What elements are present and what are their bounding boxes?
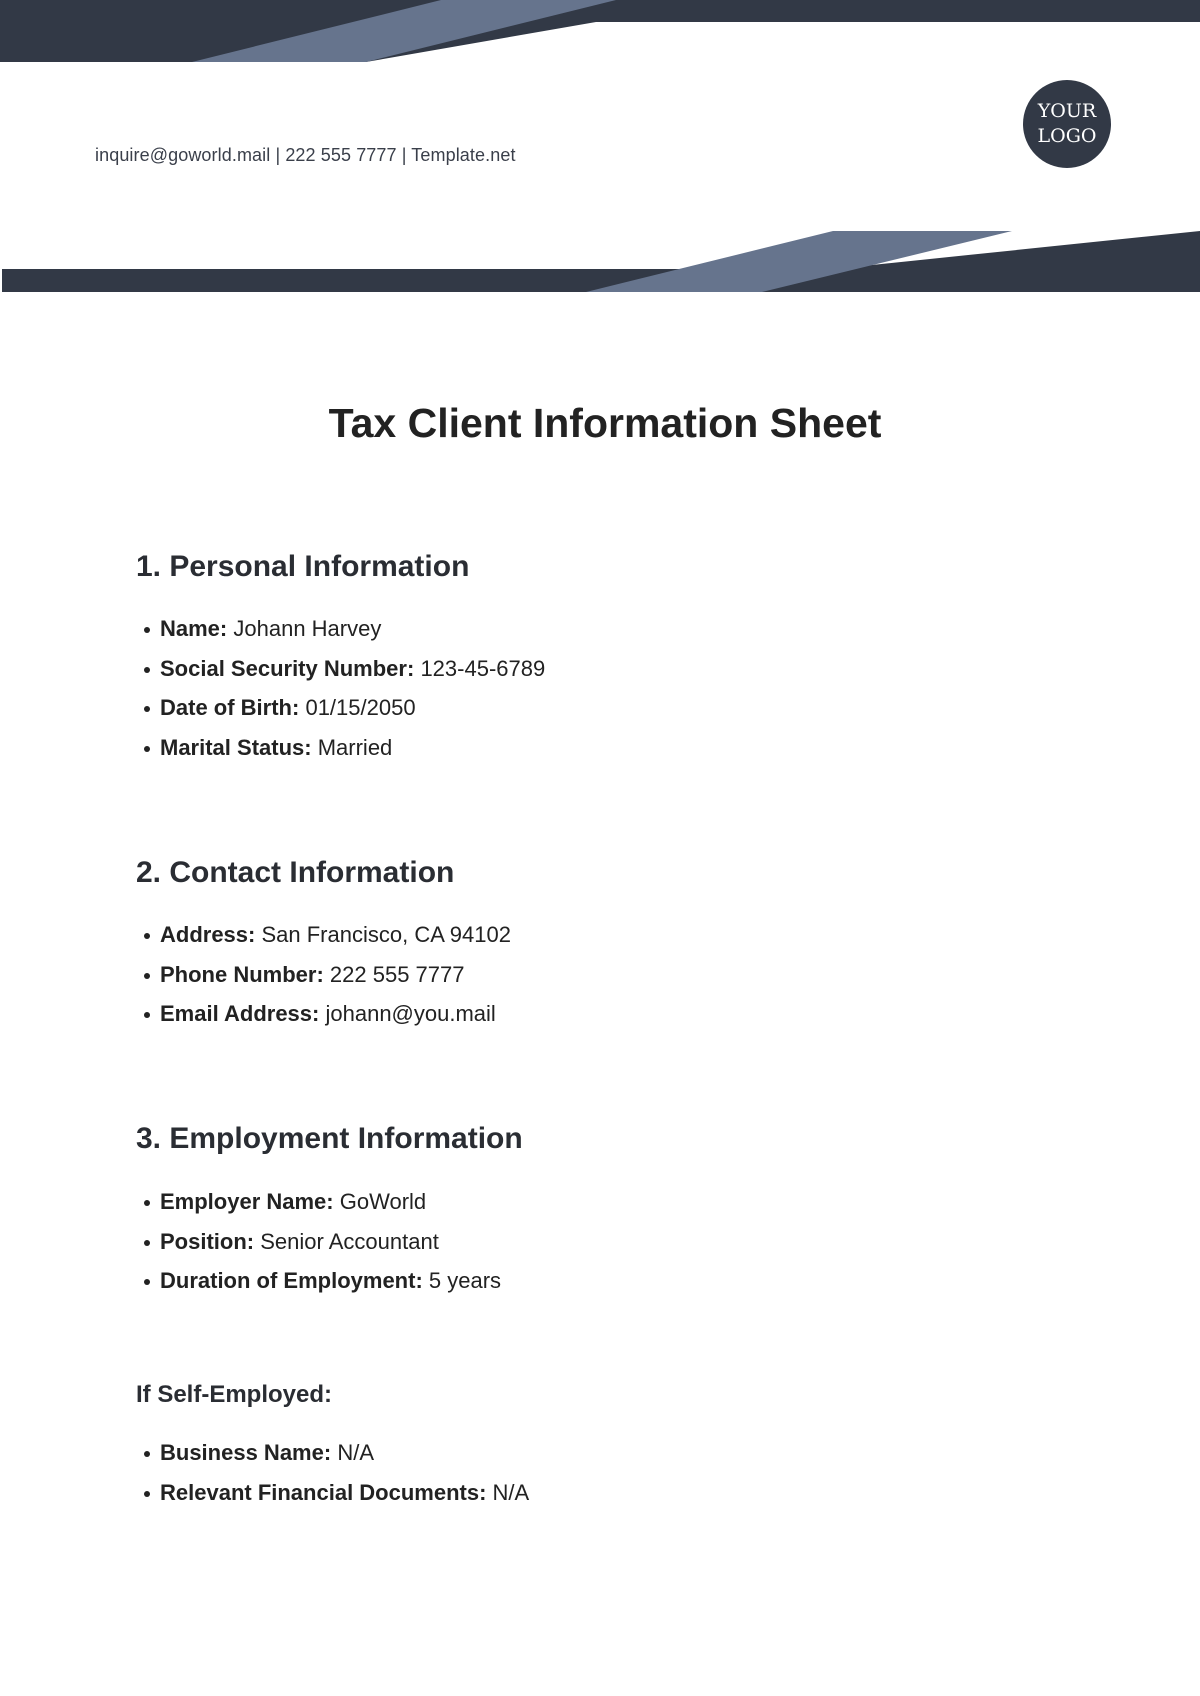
list-item: [136, 920, 511, 960]
field-label: Business Name:: [160, 1440, 332, 1465]
employment-information-heading: 3. Employment Information: [136, 1122, 523, 1155]
list-item: [136, 999, 511, 1039]
field-value: Johann Harvey: [233, 616, 382, 641]
field-value: N/A: [337, 1440, 374, 1465]
field-label: Position:: [160, 1228, 255, 1254]
field-value: Senior Accountant: [260, 1228, 439, 1254]
field-label: Marital Status:: [160, 734, 312, 760]
list-item: [136, 693, 545, 733]
header-bottom-band: [0, 229, 1200, 292]
header-contact-line: inquire@goworld.mail | 222 555 7777 | Template.net: [95, 145, 516, 165]
field-label: Duration of Employment:: [160, 1268, 423, 1293]
contact-information-heading: 2. Contact Information: [136, 856, 455, 889]
list-item: [136, 733, 545, 773]
list-item: [136, 614, 545, 654]
self-employed-heading: If Self-Employed:: [136, 1381, 333, 1408]
field-label: Phone Number:: [160, 961, 324, 987]
personal-information-heading: 1. Personal Information: [136, 550, 470, 583]
header-decorative-band: [0, 0, 1200, 62]
field-value: San Francisco, CA 94102: [261, 922, 511, 947]
logo-text: YOUR LOGO: [1037, 100, 1097, 147]
field-label: Email Address:: [160, 1001, 320, 1026]
list-item: [136, 1266, 501, 1306]
field-value: johann@you.mail: [325, 1001, 496, 1026]
field-label: Social Security Number:: [160, 655, 415, 681]
list-item: [136, 1438, 529, 1478]
company-logo: [1023, 80, 1111, 168]
contact-information-list: [136, 920, 511, 1039]
document-title: Tax Client Information Sheet: [328, 400, 882, 446]
personal-information-list: [136, 614, 545, 772]
field-label: Employer Name:: [160, 1189, 334, 1214]
field-label: Name:: [160, 616, 228, 641]
list-item: [136, 1187, 501, 1227]
list-item: [136, 1478, 529, 1518]
list-item: [136, 960, 511, 1000]
field-value: 123-45-6789: [420, 655, 546, 681]
field-label: Address:: [160, 922, 256, 947]
field-value: 5 years: [428, 1268, 502, 1293]
list-item: [136, 1227, 501, 1267]
field-label: Date of Birth:: [160, 695, 300, 720]
employment-information-list: [136, 1187, 501, 1306]
self-employed-list: [136, 1438, 529, 1517]
field-value: 222 555 7777: [329, 961, 465, 987]
field-value: N/A: [492, 1479, 530, 1505]
list-item: [136, 654, 545, 694]
field-value: Married: [317, 734, 393, 760]
field-value: 01/15/2050: [305, 695, 416, 720]
field-value: GoWorld: [339, 1189, 427, 1214]
field-label: Relevant Financial Documents:: [160, 1479, 487, 1505]
